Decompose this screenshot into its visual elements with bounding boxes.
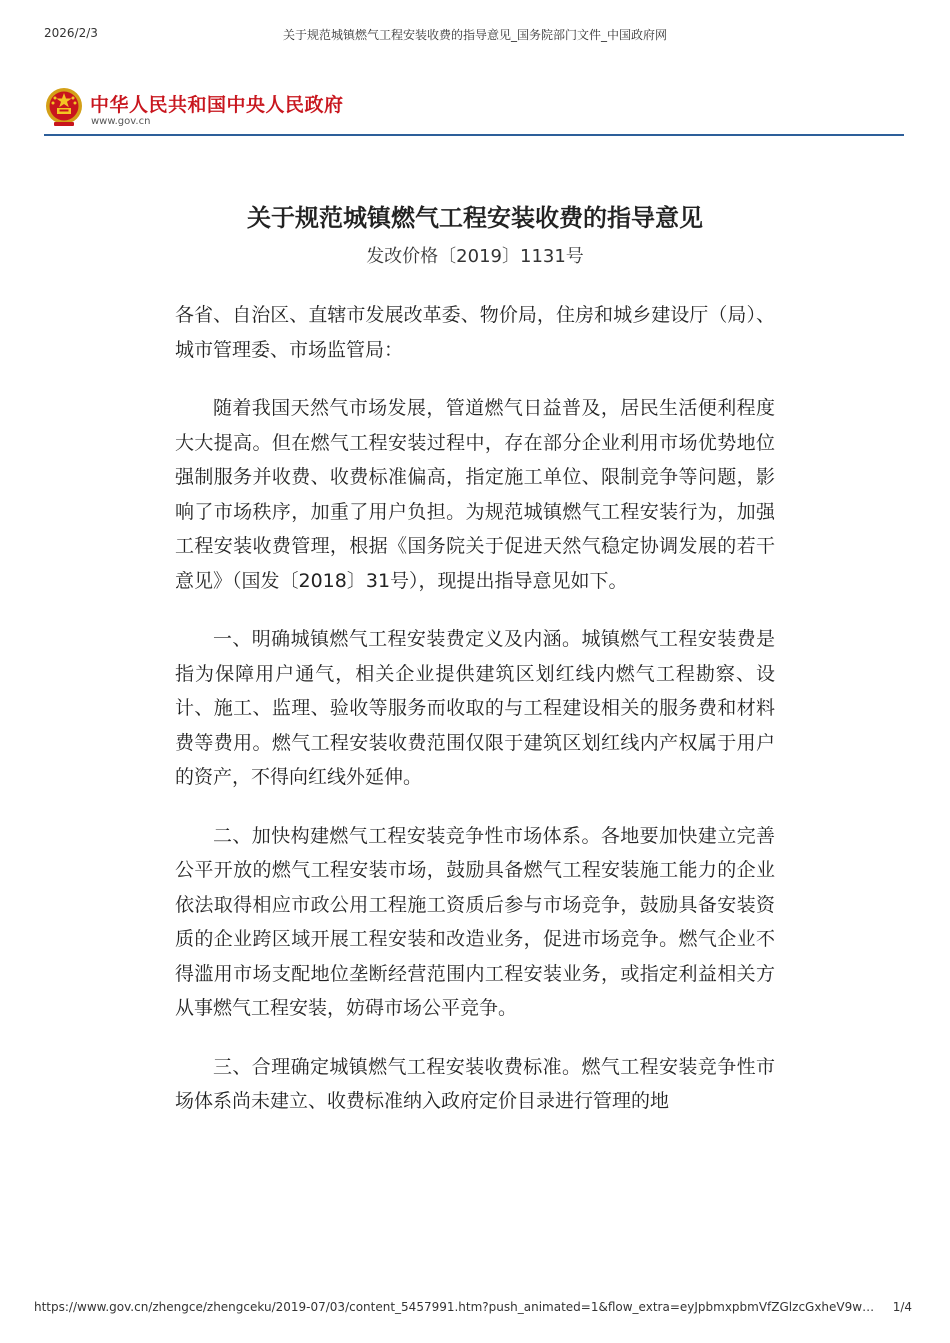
body-paragraph: 随着我国天然气市场发展，管道燃气日益普及，居民生活便利程度大大提高。但在燃气工程安装过程中，存在部分企业利用市场优势地位强制服务并收费、收费标准偏高，指定施工单位、限制竞争等问题，影响了市场秩序，加重了用户负担。为规范城镇燃气工程安装行为，加强工程安装收费管理，根据《国务院关于促进天然气稳定协调发展的若干意见》（国发〔2018〕31号），现提出指导意见如下。 [175, 397, 775, 592]
salutation-paragraph: 各省、自治区、直辖市发展改革委、物价局，住房和城乡建设厅（局）、城市管理委、市场监管局： [175, 304, 775, 361]
print-url: https://www.gov.cn/zhengce/zhengceku/2019-07/03/content_5457991.htm?push_animated=1&flow_extra=eyJpbmxpbmVfZGlzcGxheV9w… [34, 1300, 874, 1314]
print-date: 2026/2/3 [44, 26, 98, 40]
print-header [0, 0, 950, 42]
site-name[interactable]: 中华人民共和国中央人民政府 [90, 94, 344, 116]
site-url[interactable]: www.gov.cn [91, 116, 151, 127]
national-emblem-icon [44, 86, 84, 128]
body-paragraph: 一、明确城镇燃气工程安装费定义及内涵。城镇燃气工程安装费是指为保障用户通气，相关企业提供建筑区划红线内燃气工程勘察、设计、施工、监理、验收等服务而收取的与工程建设相关的服务费和材料费等费用。燃气工程安装收费范围仅限于建筑区划红线内产权属于用户的资产，不得向红线外延伸。 [175, 628, 775, 788]
print-footer [0, 1300, 950, 1330]
document-title: 关于规范城镇燃气工程安装收费的指导意见 [247, 204, 703, 232]
body-paragraph: 二、加快构建燃气工程安装竞争性市场体系。各地要加快建立完善公平开放的燃气工程安装市场，鼓励具备燃气工程安装施工能力的企业依法取得相应市政公用工程施工资质后参与市场竞争，鼓励具备安装资质的企业跨区域开展工程安装和改造业务，促进市场竞争。燃气企业不得滥用市场支配地位垄断经营范围内工程安装业务，或指定利益相关方从事燃气工程安装，妨碍市场公平竞争。 [175, 824, 775, 1019]
site-header[interactable] [44, 86, 904, 136]
body-paragraph: 三、合理确定城镇燃气工程安装收费标准。燃气工程安装竞争性市场体系尚未建立、收费标准纳入政府定价目录进行管理的地 [175, 1055, 775, 1112]
document-number: 发改价格〔2019〕1131号 [366, 246, 584, 267]
print-page-title: 关于规范城镇燃气工程安装收费的指导意见_国务院部门文件_中国政府网 [282, 28, 667, 42]
header-divider [44, 134, 904, 136]
page-number: 1/4 [892, 1300, 912, 1314]
document-body [175, 298, 775, 1143]
